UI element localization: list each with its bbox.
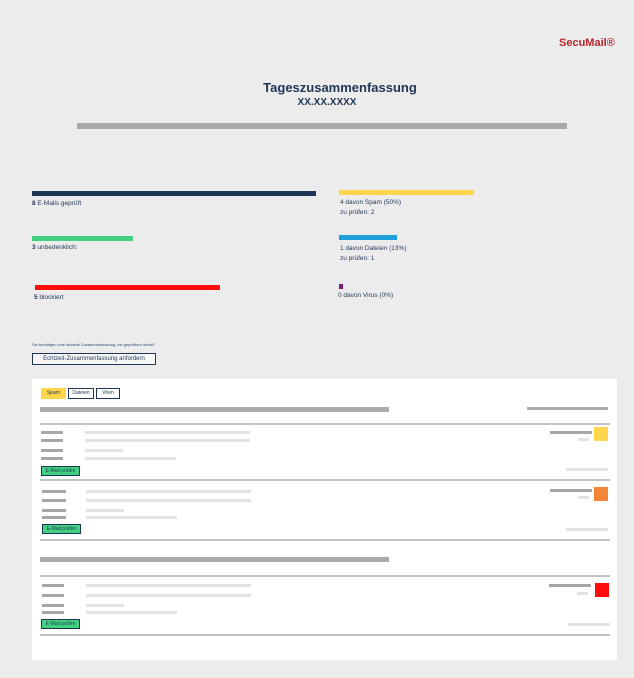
entry-divider	[40, 539, 610, 541]
checked-stat: 8 E-Mails geprüft	[32, 200, 82, 207]
check-email-button[interactable]: E-Mail prüfen	[41, 466, 80, 476]
files-bar	[339, 235, 397, 240]
checked-bar	[32, 191, 316, 196]
tab-viren[interactable]: Viren	[96, 388, 120, 399]
tab-dateien[interactable]: Dateien	[68, 388, 94, 399]
virus-bar	[339, 284, 343, 289]
entry-divider	[40, 479, 610, 481]
files-stat: 1 davon Dateien (13%) zu prüfen: 1	[340, 245, 407, 262]
blocked-stat: 5 blockiert	[34, 294, 64, 301]
section-divider	[40, 575, 610, 577]
details-panel	[32, 379, 617, 660]
tab-spam[interactable]: Spam	[41, 388, 66, 399]
realtime-note: Sie benötigen eine aktuelle Zusammenfassung, bei geprüftem Inhalt?	[32, 342, 155, 347]
spam-bar	[339, 190, 474, 195]
severity-indicator	[595, 583, 609, 597]
page-title: Tageszusammenfassung	[263, 80, 417, 95]
section-meta-placeholder	[527, 407, 608, 410]
harmless-bar	[32, 236, 133, 241]
severity-indicator	[594, 427, 608, 441]
secumail-logo: SecuMail®	[559, 37, 615, 49]
section-heading-placeholder	[40, 557, 389, 562]
spam-stat: 4 davon Spam (50%) zu prüfen: 2	[340, 199, 402, 216]
request-realtime-summary-button[interactable]: Echtzeit-Zusammenfassung anfordern	[32, 353, 156, 365]
entry-divider	[40, 634, 610, 636]
header-divider	[77, 123, 567, 129]
summary-date: XX.XX.XXXX	[297, 97, 357, 108]
check-email-button[interactable]: E-Mail prüfen	[41, 619, 80, 629]
harmless-stat: 3 unbedenklich:	[32, 244, 78, 251]
section-divider	[40, 423, 610, 425]
check-email-button[interactable]: E-Mail prüfen	[42, 524, 81, 534]
section-heading-placeholder	[40, 407, 389, 412]
blocked-bar	[35, 285, 220, 290]
virus-stat: 0 davon Virus (0%)	[338, 292, 394, 299]
severity-indicator	[594, 487, 608, 501]
